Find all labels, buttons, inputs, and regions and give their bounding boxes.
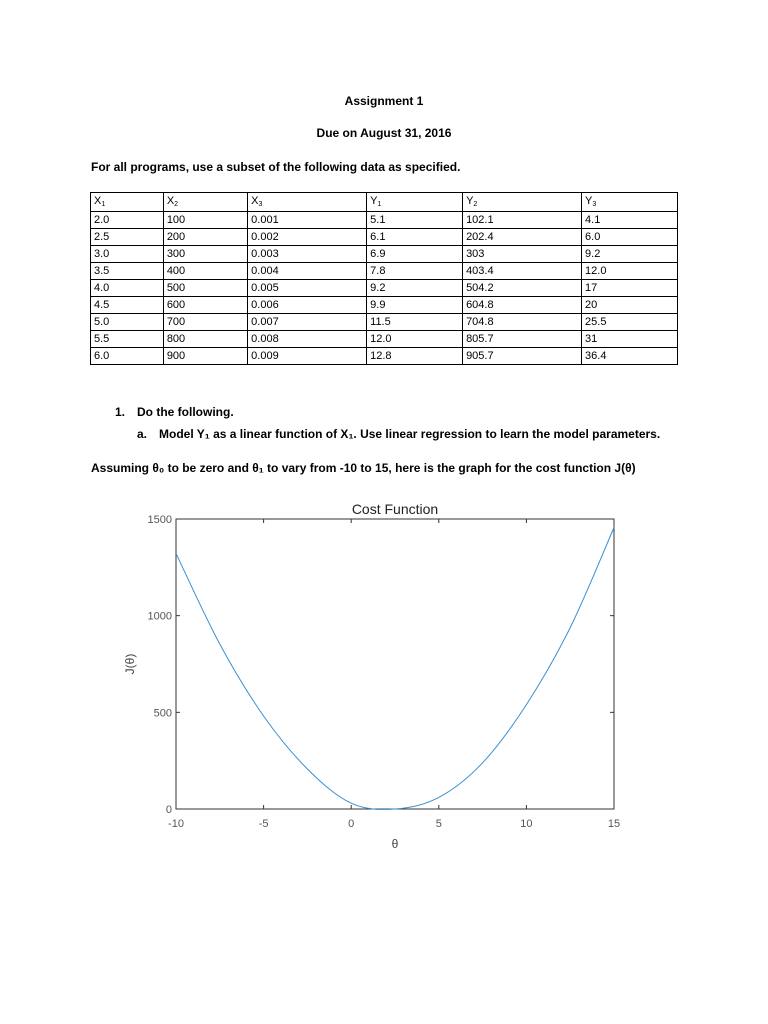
table-cell: 504.2 <box>463 280 582 297</box>
table-header-row <box>91 193 678 212</box>
subquestion-letter: a. <box>137 427 148 441</box>
question-1 <box>115 405 234 419</box>
due-date: Due on August 31, 2016 <box>316 126 452 140</box>
table-cell: 6.1 <box>367 229 463 246</box>
table-cell: 700 <box>163 314 247 331</box>
table-row <box>91 212 678 229</box>
table-cell: 800 <box>163 331 247 348</box>
table-cell: 36.4 <box>582 348 678 365</box>
table-cell: 5.1 <box>367 212 463 229</box>
y-tick-label: 1500 <box>147 514 172 526</box>
table-cell: 4.0 <box>91 280 164 297</box>
table-cell: 600 <box>163 297 247 314</box>
table-cell: 100 <box>163 212 247 229</box>
y-tick-label: 500 <box>153 707 172 720</box>
x-tick-label: -10 <box>168 818 184 830</box>
chart-title: Cost Function <box>351 501 439 517</box>
table-cell: 12.0 <box>582 263 678 280</box>
table-row <box>91 280 678 297</box>
x-tick-label: -5 <box>258 818 269 830</box>
y-axis-label: J(θ) <box>123 653 137 675</box>
table-cell: 2.5 <box>91 229 164 246</box>
table-cell: 704.8 <box>463 314 582 331</box>
x-tick-label: 10 <box>520 818 533 830</box>
table-cell: 604.8 <box>463 297 582 314</box>
column-header: $Y_2$ <box>463 193 582 212</box>
table-cell: 0.002 <box>248 229 367 246</box>
assumption-text: Assuming θ₀ to be zero and θ₁ to vary from -10 to 15, here is the graph for the cost function J(θ) <box>91 461 636 475</box>
table-cell: 2.0 <box>91 212 164 229</box>
column-header: $Y_1$ <box>367 193 463 212</box>
question-number: 1. <box>115 405 126 419</box>
table-cell: 0.004 <box>248 263 367 280</box>
table-cell: 12.0 <box>367 331 463 348</box>
table-cell: 200 <box>163 229 247 246</box>
intro-text: For all programs, use a subset of the following data as specified. <box>91 160 461 174</box>
table-cell: 0.006 <box>248 297 367 314</box>
table-cell: 102.1 <box>463 212 582 229</box>
subquestion-text: Model Y₁ as a linear function of X₁. Use linear regression to learn the model parameters. <box>159 427 661 441</box>
column-header: $X_3$ <box>248 193 367 212</box>
table-cell: 4.1 <box>582 212 678 229</box>
table-cell: 403.4 <box>463 263 582 280</box>
table-row <box>91 229 678 246</box>
table-cell: 400 <box>163 263 247 280</box>
table-cell: 5.5 <box>91 331 164 348</box>
table-cell: 3.0 <box>91 246 164 263</box>
table-cell: 9.2 <box>582 246 678 263</box>
table-cell: 500 <box>163 280 247 297</box>
table-row <box>91 246 678 263</box>
table-cell: 0.001 <box>248 212 367 229</box>
table-cell: 900 <box>163 348 247 365</box>
table-cell: 12.8 <box>367 348 463 365</box>
table-cell: 303 <box>463 246 582 263</box>
table-cell: 11.5 <box>367 314 463 331</box>
table-cell: 905.7 <box>463 348 582 365</box>
table-cell: 0.003 <box>248 246 367 263</box>
table-cell: 7.8 <box>367 263 463 280</box>
table-cell: 4.5 <box>91 297 164 314</box>
table-cell: 805.7 <box>463 331 582 348</box>
table-cell: 300 <box>163 246 247 263</box>
y-tick-label: 1000 <box>147 610 172 623</box>
document-title: Assignment 1 <box>344 94 424 108</box>
table-cell: 31 <box>582 331 678 348</box>
table-cell: 0.009 <box>248 348 367 365</box>
table-row <box>91 297 678 314</box>
y-tick-label: 0 <box>165 804 172 816</box>
table-cell: 5.0 <box>91 314 164 331</box>
table-cell: 6.9 <box>367 246 463 263</box>
table-cell: 202.4 <box>463 229 582 246</box>
table-cell: 9.9 <box>367 297 463 314</box>
table-cell: 3.5 <box>91 263 164 280</box>
x-tick-label: 0 <box>348 818 355 830</box>
table-cell: 6.0 <box>582 229 678 246</box>
question-1a <box>137 427 660 441</box>
data-table <box>90 192 678 365</box>
series-line <box>176 528 614 810</box>
x-tick-label: 5 <box>435 818 442 830</box>
x-tick-label: 15 <box>607 818 621 830</box>
plot-area-frame <box>176 519 614 809</box>
table-row <box>91 331 678 348</box>
table-cell: 0.008 <box>248 331 367 348</box>
x-axis-label: θ <box>391 837 399 851</box>
table-cell: 0.007 <box>248 314 367 331</box>
table-row <box>91 314 678 331</box>
table-cell: 17 <box>582 280 678 297</box>
table-cell: 0.005 <box>248 280 367 297</box>
column-header: $X_1$ <box>91 193 164 212</box>
column-header: $X_2$ <box>163 193 247 212</box>
column-header: $Y_3$ <box>582 193 678 212</box>
table-cell: 6.0 <box>91 348 164 365</box>
table-cell: 9.2 <box>367 280 463 297</box>
table-row <box>91 348 678 365</box>
question-text: Do the following. <box>137 405 234 419</box>
table-row <box>91 263 678 280</box>
table-cell: 25.5 <box>582 314 678 331</box>
table-cell: 20 <box>582 297 678 314</box>
